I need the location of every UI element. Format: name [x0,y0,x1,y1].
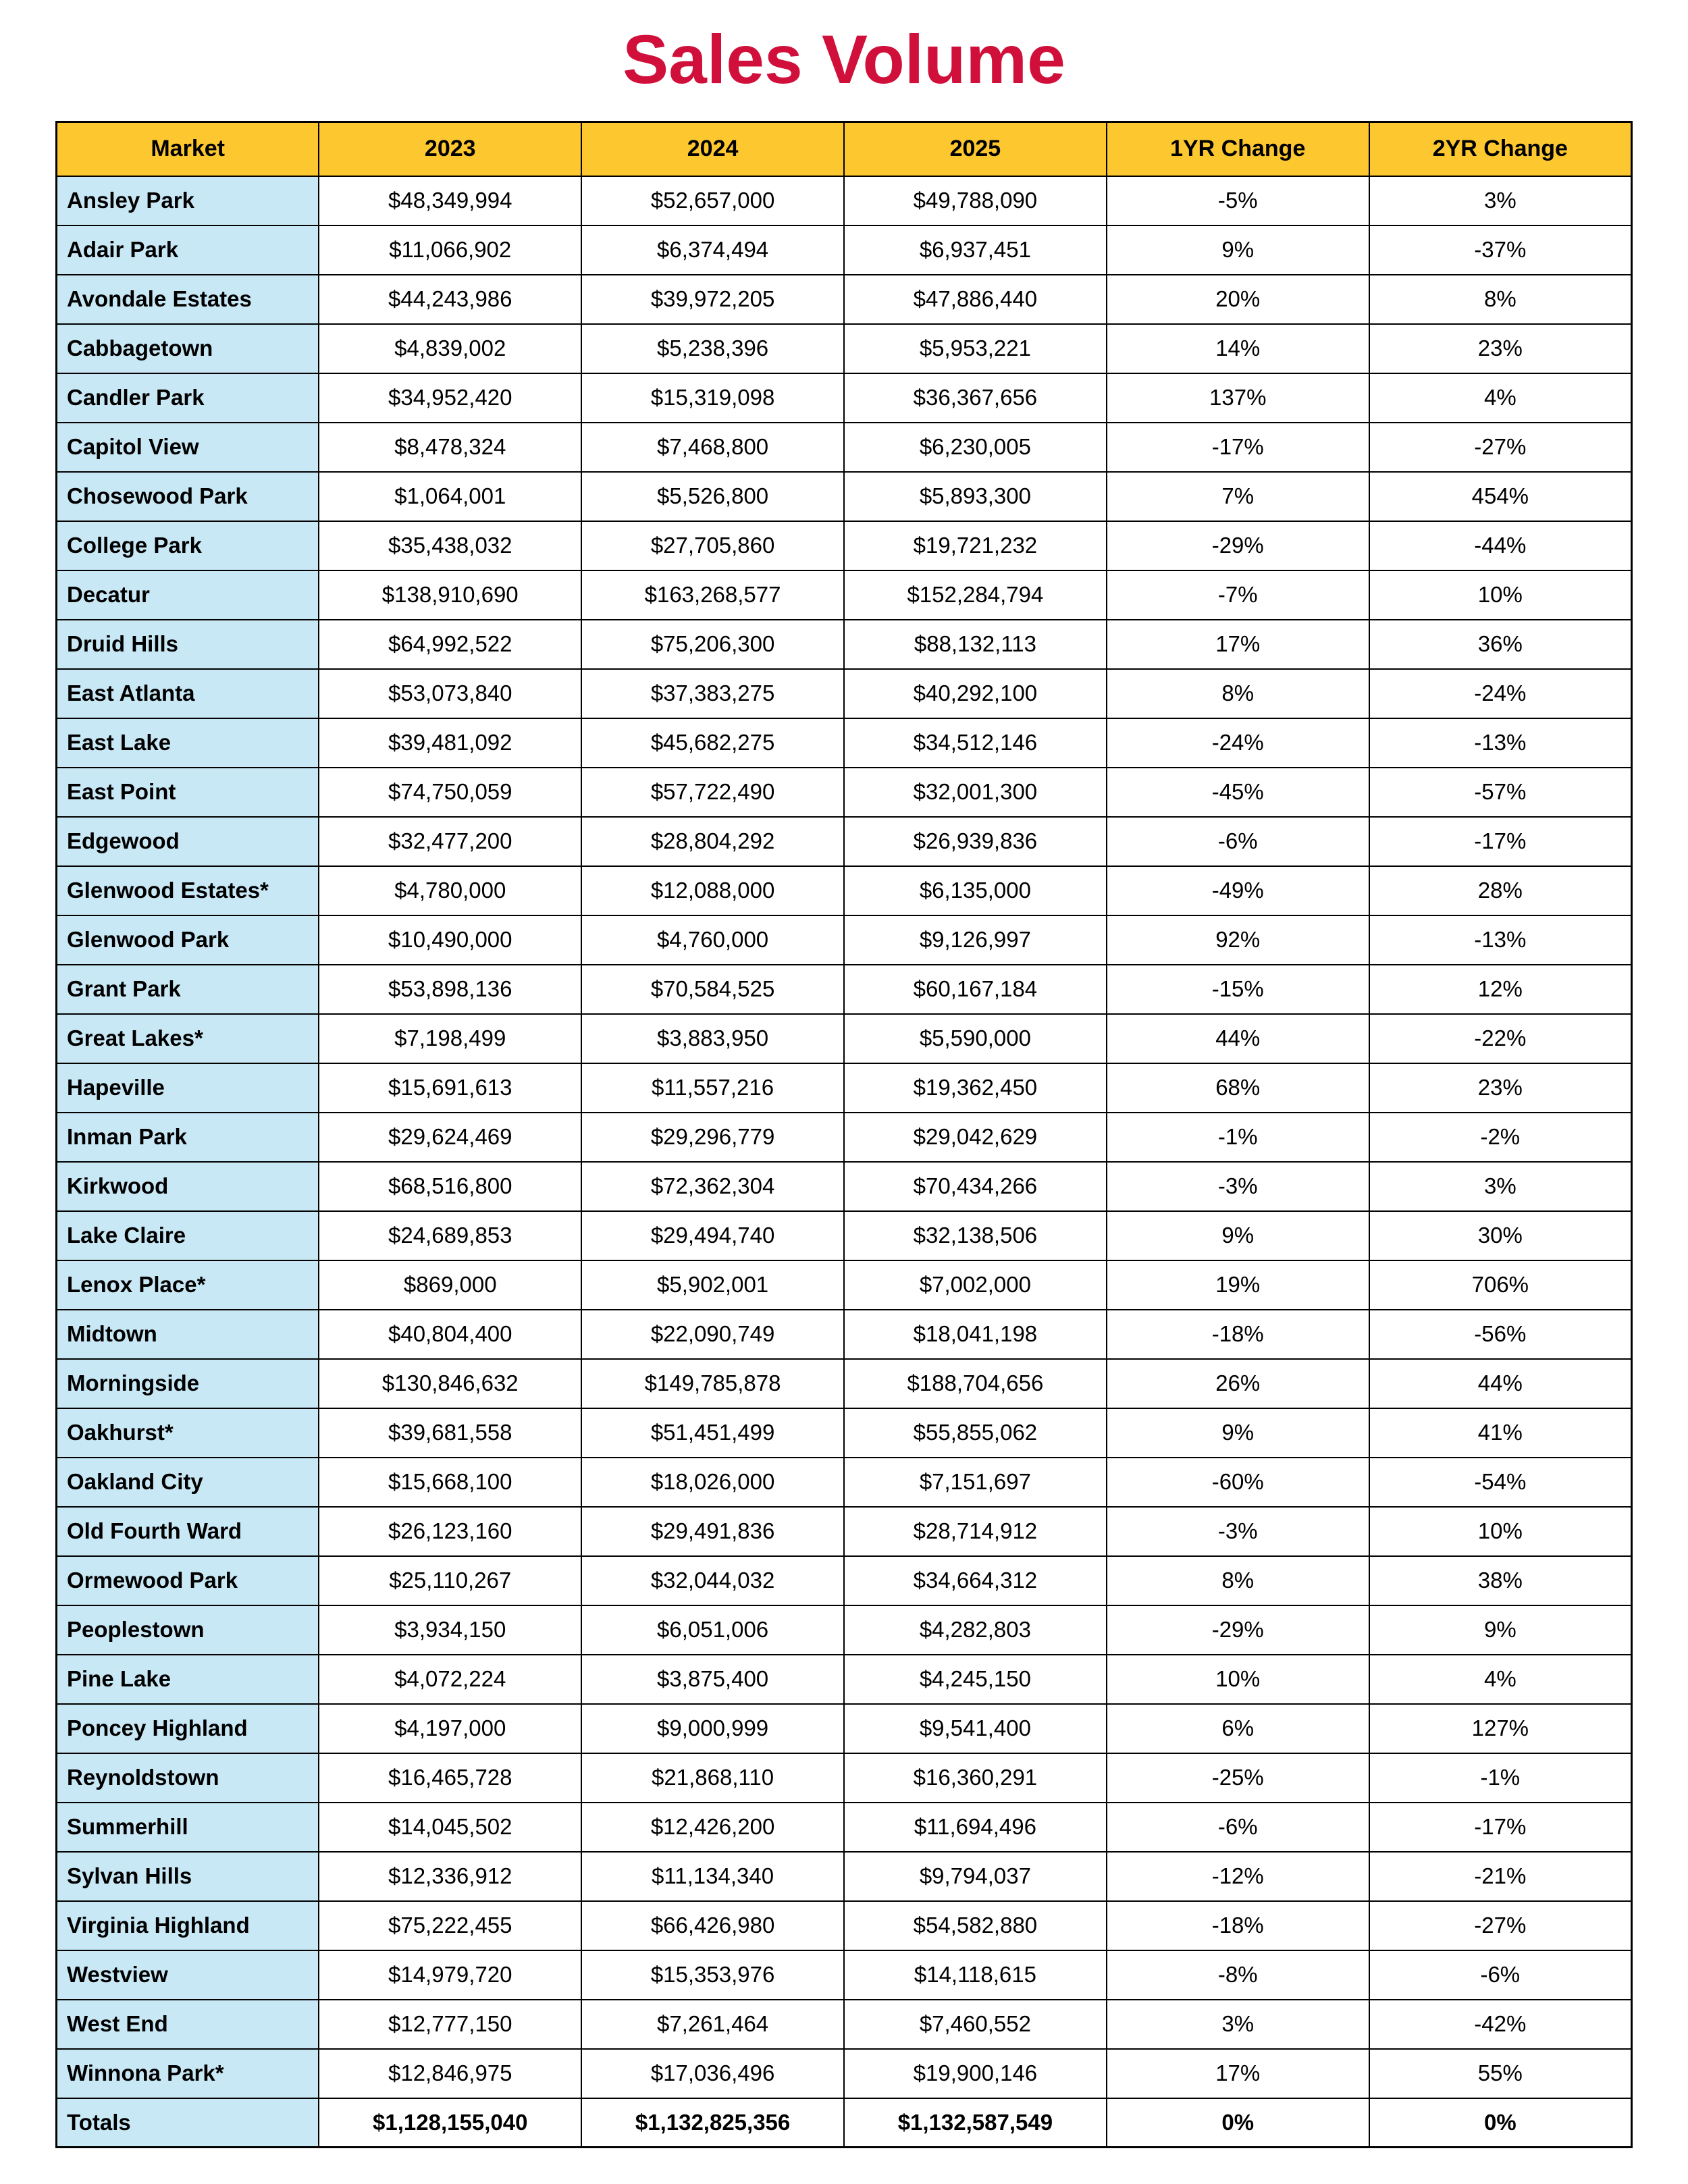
change-1yr-cell: 6% [1107,1704,1369,1753]
value-2025-cell: $11,694,496 [844,1803,1107,1852]
table-row [57,1310,1632,1359]
market-cell: Capitol View [57,423,319,472]
change-2yr-cell: 44% [1369,1359,1632,1408]
value-2024-cell: $3,883,950 [581,1014,844,1063]
change-2yr-cell: -6% [1369,1950,1632,2000]
value-2025-cell: $55,855,062 [844,1408,1107,1458]
value-2023-cell: $4,197,000 [319,1704,581,1753]
value-2024-cell: $15,319,098 [581,373,844,423]
value-2023-cell: $40,804,400 [319,1310,581,1359]
change-2yr-cell: 9% [1369,1605,1632,1655]
column-header-market: Market [57,122,319,176]
change-1yr-cell: 9% [1107,1211,1369,1260]
value-2023-cell: $16,465,728 [319,1753,581,1803]
table-row [57,866,1632,915]
change-2yr-cell: -27% [1369,1901,1632,1950]
value-2024-cell: $72,362,304 [581,1162,844,1211]
value-2024-cell: $45,682,275 [581,718,844,768]
change-2yr-cell: -56% [1369,1310,1632,1359]
table-row [57,1408,1632,1458]
market-cell: Old Fourth Ward [57,1507,319,1556]
change-2yr-cell: 55% [1369,2049,1632,2098]
change-2yr-cell: 23% [1369,324,1632,373]
value-2023-cell: $64,992,522 [319,620,581,669]
value-2024-cell: $18,026,000 [581,1458,844,1507]
value-2024-cell: $12,088,000 [581,866,844,915]
change-2yr-cell: -37% [1369,225,1632,275]
change-2yr-cell: 36% [1369,620,1632,669]
change-2yr-cell: -27% [1369,423,1632,472]
market-cell: Avondale Estates [57,275,319,324]
table-row [57,1556,1632,1605]
table-row [57,1014,1632,1063]
change-1yr-cell: -18% [1107,1901,1369,1950]
value-2023-cell: $4,780,000 [319,866,581,915]
value-2025-cell: $18,041,198 [844,1310,1107,1359]
market-cell: Glenwood Park [57,915,319,965]
change-2yr-cell: -44% [1369,521,1632,570]
change-1yr-cell: 19% [1107,1260,1369,1310]
table-row [57,570,1632,620]
change-2yr-cell: -13% [1369,915,1632,965]
change-1yr-cell: -3% [1107,1507,1369,1556]
totals-1yr-change-cell: 0% [1107,2098,1369,2148]
value-2023-cell: $12,336,912 [319,1852,581,1901]
column-header-1yr-change: 1YR Change [1107,122,1369,176]
value-2024-cell: $32,044,032 [581,1556,844,1605]
change-2yr-cell: 127% [1369,1704,1632,1753]
change-1yr-cell: 9% [1107,225,1369,275]
totals-2025-cell: $1,132,587,549 [844,2098,1107,2148]
value-2024-cell: $21,868,110 [581,1753,844,1803]
table-row [57,324,1632,373]
value-2025-cell: $188,704,656 [844,1359,1107,1408]
market-cell: Kirkwood [57,1162,319,1211]
change-1yr-cell: -60% [1107,1458,1369,1507]
value-2025-cell: $16,360,291 [844,1753,1107,1803]
column-header-2025: 2025 [844,122,1107,176]
change-1yr-cell: -1% [1107,1113,1369,1162]
table-row [57,1901,1632,1950]
table-body [57,176,1632,2098]
market-cell: Decatur [57,570,319,620]
value-2024-cell: $66,426,980 [581,1901,844,1950]
market-cell: Poncey Highland [57,1704,319,1753]
value-2025-cell: $14,118,615 [844,1950,1107,2000]
value-2023-cell: $75,222,455 [319,1901,581,1950]
value-2025-cell: $88,132,113 [844,620,1107,669]
table-row [57,1753,1632,1803]
table-row [57,373,1632,423]
value-2024-cell: $5,526,800 [581,472,844,521]
change-1yr-cell: -45% [1107,768,1369,817]
value-2024-cell: $11,134,340 [581,1852,844,1901]
value-2025-cell: $19,900,146 [844,2049,1107,2098]
value-2023-cell: $14,045,502 [319,1803,581,1852]
value-2024-cell: $4,760,000 [581,915,844,965]
change-2yr-cell: 4% [1369,373,1632,423]
value-2023-cell: $14,979,720 [319,1950,581,2000]
value-2025-cell: $49,788,090 [844,176,1107,225]
change-1yr-cell: -18% [1107,1310,1369,1359]
market-cell: Pine Lake [57,1655,319,1704]
value-2025-cell: $47,886,440 [844,275,1107,324]
value-2025-cell: $7,460,552 [844,2000,1107,2049]
change-1yr-cell: -3% [1107,1162,1369,1211]
value-2024-cell: $9,000,999 [581,1704,844,1753]
change-2yr-cell: 23% [1369,1063,1632,1113]
value-2024-cell: $6,051,006 [581,1605,844,1655]
table-row [57,669,1632,718]
value-2025-cell: $9,541,400 [844,1704,1107,1753]
change-1yr-cell: -15% [1107,965,1369,1014]
value-2024-cell: $163,268,577 [581,570,844,620]
value-2023-cell: $48,349,994 [319,176,581,225]
change-2yr-cell: 12% [1369,965,1632,1014]
change-2yr-cell: -17% [1369,817,1632,866]
table-row [57,2000,1632,2049]
value-2023-cell: $4,072,224 [319,1655,581,1704]
market-cell: Virginia Highland [57,1901,319,1950]
value-2025-cell: $5,893,300 [844,472,1107,521]
value-2023-cell: $11,066,902 [319,225,581,275]
market-cell: East Lake [57,718,319,768]
value-2023-cell: $53,073,840 [319,669,581,718]
table-row [57,472,1632,521]
change-2yr-cell: 3% [1369,176,1632,225]
page-title: Sales Volume [623,21,1065,98]
change-1yr-cell: 17% [1107,620,1369,669]
table-row [57,521,1632,570]
value-2024-cell: $6,374,494 [581,225,844,275]
value-2024-cell: $149,785,878 [581,1359,844,1408]
value-2024-cell: $39,972,205 [581,275,844,324]
market-cell: Ormewood Park [57,1556,319,1605]
value-2023-cell: $39,481,092 [319,718,581,768]
change-1yr-cell: 9% [1107,1408,1369,1458]
table-row [57,1605,1632,1655]
value-2025-cell: $152,284,794 [844,570,1107,620]
table-row [57,965,1632,1014]
market-cell: Sylvan Hills [57,1852,319,1901]
value-2024-cell: $22,090,749 [581,1310,844,1359]
value-2024-cell: $57,722,490 [581,768,844,817]
table-row [57,2049,1632,2098]
value-2023-cell: $44,243,986 [319,275,581,324]
table-row [57,423,1632,472]
market-cell: Peoplestown [57,1605,319,1655]
value-2023-cell: $869,000 [319,1260,581,1310]
table-row [57,817,1632,866]
table-row [57,718,1632,768]
table-row [57,620,1632,669]
change-1yr-cell: 3% [1107,2000,1369,2049]
change-2yr-cell: -17% [1369,1803,1632,1852]
value-2023-cell: $3,934,150 [319,1605,581,1655]
table-row [57,176,1632,225]
market-cell: Oakhurst* [57,1408,319,1458]
market-cell: Inman Park [57,1113,319,1162]
value-2024-cell: $37,383,275 [581,669,844,718]
value-2023-cell: $4,839,002 [319,324,581,373]
value-2025-cell: $6,937,451 [844,225,1107,275]
change-1yr-cell: -24% [1107,718,1369,768]
change-2yr-cell: 38% [1369,1556,1632,1605]
value-2025-cell: $32,001,300 [844,768,1107,817]
value-2023-cell: $74,750,059 [319,768,581,817]
value-2023-cell: $26,123,160 [319,1507,581,1556]
totals-2023-cell: $1,128,155,040 [319,2098,581,2148]
table-row [57,1507,1632,1556]
value-2025-cell: $7,002,000 [844,1260,1107,1310]
change-1yr-cell: -29% [1107,1605,1369,1655]
market-cell: Lenox Place* [57,1260,319,1310]
change-1yr-cell: -6% [1107,1803,1369,1852]
value-2025-cell: $32,138,506 [844,1211,1107,1260]
value-2025-cell: $26,939,836 [844,817,1107,866]
market-cell: College Park [57,521,319,570]
value-2024-cell: $5,238,396 [581,324,844,373]
value-2023-cell: $24,689,853 [319,1211,581,1260]
change-1yr-cell: 68% [1107,1063,1369,1113]
value-2025-cell: $9,126,997 [844,915,1107,965]
change-1yr-cell: 7% [1107,472,1369,521]
market-cell: Ansley Park [57,176,319,225]
change-1yr-cell: 26% [1107,1359,1369,1408]
value-2023-cell: $130,846,632 [319,1359,581,1408]
value-2023-cell: $10,490,000 [319,915,581,965]
change-2yr-cell: -1% [1369,1753,1632,1803]
value-2025-cell: $4,245,150 [844,1655,1107,1704]
value-2025-cell: $5,953,221 [844,324,1107,373]
value-2025-cell: $5,590,000 [844,1014,1107,1063]
market-cell: Cabbagetown [57,324,319,373]
market-cell: Hapeville [57,1063,319,1113]
change-1yr-cell: -12% [1107,1852,1369,1901]
table-row [57,1162,1632,1211]
table-row [57,275,1632,324]
change-2yr-cell: 10% [1369,570,1632,620]
value-2025-cell: $34,512,146 [844,718,1107,768]
change-1yr-cell: 44% [1107,1014,1369,1063]
value-2024-cell: $75,206,300 [581,620,844,669]
change-1yr-cell: -17% [1107,423,1369,472]
value-2025-cell: $28,714,912 [844,1507,1107,1556]
value-2024-cell: $27,705,860 [581,521,844,570]
market-cell: Grant Park [57,965,319,1014]
market-cell: East Atlanta [57,669,319,718]
sales-volume-table [55,121,1633,2148]
change-1yr-cell: -7% [1107,570,1369,620]
change-1yr-cell: 8% [1107,1556,1369,1605]
value-2024-cell: $5,902,001 [581,1260,844,1310]
value-2024-cell: $28,804,292 [581,817,844,866]
change-2yr-cell: 3% [1369,1162,1632,1211]
change-1yr-cell: 10% [1107,1655,1369,1704]
value-2024-cell: $29,494,740 [581,1211,844,1260]
value-2023-cell: $138,910,690 [319,570,581,620]
value-2025-cell: $7,151,697 [844,1458,1107,1507]
market-cell: Westview [57,1950,319,2000]
value-2024-cell: $52,657,000 [581,176,844,225]
table-row [57,1260,1632,1310]
change-1yr-cell: -49% [1107,866,1369,915]
change-1yr-cell: 137% [1107,373,1369,423]
totals-2024-cell: $1,132,825,356 [581,2098,844,2148]
table-header [57,122,1632,176]
value-2023-cell: $15,691,613 [319,1063,581,1113]
market-cell: East Point [57,768,319,817]
value-2024-cell: $29,296,779 [581,1113,844,1162]
table-row [57,1211,1632,1260]
market-cell: Summerhill [57,1803,319,1852]
table-row [57,1803,1632,1852]
table-row [57,1852,1632,1901]
market-cell: Great Lakes* [57,1014,319,1063]
market-cell: Druid Hills [57,620,319,669]
table-row [57,1704,1632,1753]
value-2024-cell: $15,353,976 [581,1950,844,2000]
value-2023-cell: $12,777,150 [319,2000,581,2049]
change-2yr-cell: 4% [1369,1655,1632,1704]
value-2024-cell: $12,426,200 [581,1803,844,1852]
column-header-2024: 2024 [581,122,844,176]
change-1yr-cell: 14% [1107,324,1369,373]
table-footer [57,2098,1632,2148]
market-cell: Midtown [57,1310,319,1359]
change-1yr-cell: -6% [1107,817,1369,866]
value-2025-cell: $34,664,312 [844,1556,1107,1605]
value-2023-cell: $39,681,558 [319,1408,581,1458]
value-2024-cell: $17,036,496 [581,2049,844,2098]
value-2023-cell: $8,478,324 [319,423,581,472]
change-2yr-cell: -57% [1369,768,1632,817]
value-2025-cell: $9,794,037 [844,1852,1107,1901]
value-2024-cell: $11,557,216 [581,1063,844,1113]
value-2023-cell: $1,064,001 [319,472,581,521]
table-row [57,1655,1632,1704]
change-2yr-cell: 10% [1369,1507,1632,1556]
value-2025-cell: $70,434,266 [844,1162,1107,1211]
change-2yr-cell: -22% [1369,1014,1632,1063]
value-2025-cell: $29,042,629 [844,1113,1107,1162]
value-2023-cell: $29,624,469 [319,1113,581,1162]
change-1yr-cell: 92% [1107,915,1369,965]
value-2025-cell: $54,582,880 [844,1901,1107,1950]
market-cell: Adair Park [57,225,319,275]
change-2yr-cell: -2% [1369,1113,1632,1162]
value-2024-cell: $70,584,525 [581,965,844,1014]
value-2024-cell: $7,468,800 [581,423,844,472]
value-2023-cell: $34,952,420 [319,373,581,423]
table-row [57,915,1632,965]
market-cell: Edgewood [57,817,319,866]
change-1yr-cell: 8% [1107,669,1369,718]
totals-label-cell: Totals [57,2098,319,2148]
market-cell: Glenwood Estates* [57,866,319,915]
market-cell: West End [57,2000,319,2049]
value-2023-cell: $32,477,200 [319,817,581,866]
value-2023-cell: $15,668,100 [319,1458,581,1507]
totals-row [57,2098,1632,2148]
value-2025-cell: $19,362,450 [844,1063,1107,1113]
table-row [57,1113,1632,1162]
market-cell: Morningside [57,1359,319,1408]
value-2025-cell: $6,230,005 [844,423,1107,472]
column-header-2023: 2023 [319,122,581,176]
value-2023-cell: $12,846,975 [319,2049,581,2098]
value-2025-cell: $60,167,184 [844,965,1107,1014]
value-2025-cell: $4,282,803 [844,1605,1107,1655]
change-1yr-cell: -25% [1107,1753,1369,1803]
value-2025-cell: $36,367,656 [844,373,1107,423]
change-1yr-cell: 17% [1107,2049,1369,2098]
value-2023-cell: $25,110,267 [319,1556,581,1605]
change-2yr-cell: -54% [1369,1458,1632,1507]
change-2yr-cell: 30% [1369,1211,1632,1260]
table-row [57,1063,1632,1113]
change-1yr-cell: 20% [1107,275,1369,324]
column-header-2yr-change: 2YR Change [1369,122,1632,176]
change-2yr-cell: -42% [1369,2000,1632,2049]
value-2025-cell: $19,721,232 [844,521,1107,570]
value-2023-cell: $68,516,800 [319,1162,581,1211]
change-1yr-cell: -5% [1107,176,1369,225]
value-2025-cell: $40,292,100 [844,669,1107,718]
value-2024-cell: $7,261,464 [581,2000,844,2049]
change-2yr-cell: 8% [1369,275,1632,324]
change-1yr-cell: -29% [1107,521,1369,570]
table-row [57,768,1632,817]
value-2024-cell: $3,875,400 [581,1655,844,1704]
change-2yr-cell: 28% [1369,866,1632,915]
change-1yr-cell: -8% [1107,1950,1369,2000]
totals-2yr-change-cell: 0% [1369,2098,1632,2148]
table-row [57,1950,1632,2000]
table-row [57,1458,1632,1507]
table-row [57,1359,1632,1408]
header-row [57,122,1632,176]
change-2yr-cell: -13% [1369,718,1632,768]
change-2yr-cell: 706% [1369,1260,1632,1310]
value-2024-cell: $29,491,836 [581,1507,844,1556]
change-2yr-cell: 454% [1369,472,1632,521]
change-2yr-cell: -24% [1369,669,1632,718]
value-2023-cell: $53,898,136 [319,965,581,1014]
market-cell: Winnona Park* [57,2049,319,2098]
table-row [57,225,1632,275]
value-2023-cell: $7,198,499 [319,1014,581,1063]
market-cell: Candler Park [57,373,319,423]
value-2025-cell: $6,135,000 [844,866,1107,915]
market-cell: Chosewood Park [57,472,319,521]
market-cell: Reynoldstown [57,1753,319,1803]
market-cell: Oakland City [57,1458,319,1507]
change-2yr-cell: 41% [1369,1408,1632,1458]
change-2yr-cell: -21% [1369,1852,1632,1901]
value-2023-cell: $35,438,032 [319,521,581,570]
market-cell: Lake Claire [57,1211,319,1260]
value-2024-cell: $51,451,499 [581,1408,844,1458]
